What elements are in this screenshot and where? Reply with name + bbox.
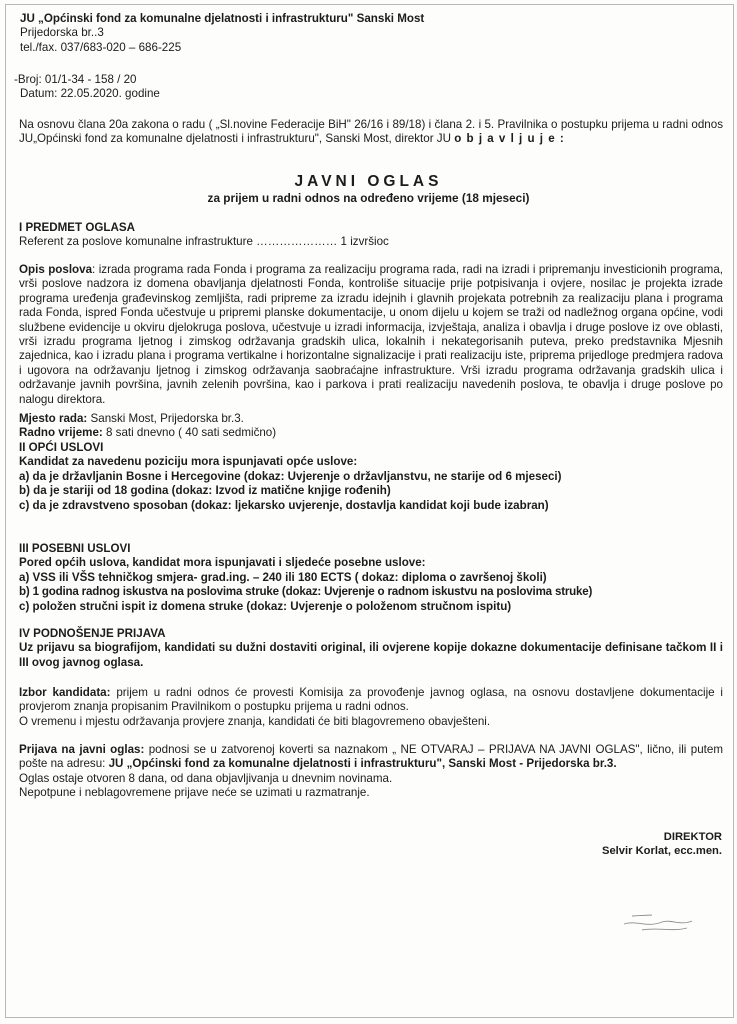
reference-date: Datum: 22.05.2020. godine [20, 87, 160, 101]
selection-text: prijem u radni odnos će provesti Komisija za provođenje javnog oglasa, na osnovu dostavljene dokumentacije i provjerom znanja propisanim Pravilnikom o postupku prijema u radni odnos. [19, 686, 723, 714]
section-general-conditions [19, 441, 723, 513]
job-description-text: : izrada programa rada Fonda i programa za realizaciju programa rada, radi na izradi i pripremanju investicionih programa, vrši poslove nadzora iz domena obavljanja djelatnosti Fonda, kontroliše situacije prije potpisivanja i ovjere, nosilac je projekta izrade programa uređenja građevinskog zemljišta, radi pripreme za izradu idejnih i glavnih projekata potrebnih za realizaciju plana i programa rada Fonda, ispred Fonda učestvuje u pripremi planske dokumentacije, u onom dijelu u kojem se traži od nadležnog organa općine, vodi službene evidencije u okviru djelokruga poslova, učestvuje u izradi informacija, izvještaja, analiza i obavlja i druge poslove iz ove oblasti, vrši izradu programa ljetnog i zimskog održavanja gradskih ulica, lokalnih i nekategorisanih puteva, preko predstavnika Mjesnih zajednica, kao i izradu plana i programa vertikalne i horizontalne signalizacije i prati realizaciju iste, priprema prijedloge predmjera radova i ugovora na održavanju ljetnog i zimskog održavanja saobraćajne infrastrukture. Vrši izradu programa održavanja gradskih ulica i održavanje javnih površina, javnih zelenih površina, kao i parkova i prati realizaciju navedenih poslova, te obavlja i druge poslove po nalogu direktora. [19, 263, 723, 406]
title-main: JAVNI OGLAS [294, 173, 443, 190]
job-description-label: Opis poslova [19, 263, 93, 276]
organization-phone: tel./fax. 037/683-020 – 686-225 [20, 40, 182, 54]
signature-title: DIREKTOR [663, 831, 722, 843]
title-subtitle: za prijem u radni odnos na određeno vrijeme (18 mjeseci) [207, 191, 530, 205]
section-applications [19, 627, 723, 670]
organization-name: JU „Općinski fond za komunalne djelatnosti i infrastrukturu" Sanski Most [20, 12, 425, 25]
work-hours: Radno vrijeme: 8 sati dnevno ( 40 sati sedmično) [19, 426, 277, 440]
announce-word: o b j a v l j u j e : [454, 132, 565, 146]
work-location: Mjesto rada: Sanski Most, Prijedorska br.3. [19, 412, 244, 425]
section-special-conditions [19, 542, 723, 614]
submission-text: podnosi se u zatvorenoj koverti sa naznakom „ NE OTVARAJ – PRIJAVA NA JAVNI OGLAS", lično, ili putem pošte na adresu: [19, 743, 723, 771]
general-condition-item: b) da je stariji od 18 godina (dokaz: Izvod iz matične knjige rođenih) [19, 484, 391, 498]
special-conditions-intro: Pored općih uslova, kandidat mora ispunjavati i sljedeće posebne uslove: [19, 556, 426, 570]
application-submission [19, 743, 723, 801]
section-heading-applications: IV PODNOŠENJE PRIJAVA [19, 627, 166, 640]
organization-address: Prijedorska br..3 [20, 26, 104, 40]
section-heading-subject: I PREDMET OGLASA [19, 221, 135, 234]
intro-paragraph [19, 118, 723, 147]
submission-label: Prijava na javni oglas: [19, 743, 145, 756]
letterhead [20, 12, 424, 55]
document-title [0, 172, 737, 206]
selection-notice: O vremenu i mjestu održavanja provjere znanja, kandidati će biti blagovremeno obavješteni. [19, 714, 491, 728]
submission-note: Nepotpune i neblagovremene prijave neće se uzimati u razmatranje. [19, 786, 370, 800]
general-condition-item: a) da je državljanin Bosne i Hercegovine (dokaz: Uvjerenje o državljanstvu, ne starije od 6 mjeseci) [19, 469, 562, 483]
job-description [19, 263, 723, 407]
signature-name: Selvir Korlat, ecc.men. [601, 845, 722, 857]
general-condition-item: c) da je zdravstveno sposoban (dokaz: ljekarsko uvjerenje, dostavlja kandidat koji bude izabran) [19, 498, 549, 512]
special-condition-item: c) položen stručni ispit iz domena struke (dokaz: Uvjerenje o položenom stručnom ispitu) [19, 599, 512, 613]
candidate-selection [19, 686, 723, 729]
section-subject [19, 221, 723, 250]
applications-text: Uz prijavu sa biografijom, kandidati su dužni dostaviti original, ili ovjerene kopije dokazne dokumentacije definisane tačkom II i III ovog javnog oglasa. [19, 641, 723, 669]
intro-text: Na osnovu člana 20a zakona o radu ( „Sl.novine Federacije BiH" 26/16 i 89/18) i člana 2. i 5. Pravilnika o postupku prijema u radni odnos JU„Općinski fond za komunalne djelatnosti i infrastrukturu", Sanski Most, direktor JU [19, 118, 723, 146]
position-item: Referent za poslove komunalne infrastrukture ………………… 1 izvršioc [19, 235, 389, 249]
reference-block [14, 73, 160, 102]
special-condition-item: b) 1 godina radnog iskustva na poslovima struke (dokaz: Uvjerenje o radnom iskustvu na poslovima struke) [19, 585, 593, 599]
work-details [19, 412, 723, 441]
selection-label: Izbor kandidata: [19, 686, 111, 699]
section-heading-general: II OPĆI USLOVI [19, 441, 104, 454]
general-conditions-intro: Kandidat za navedenu poziciju mora ispunjavati opće uslove: [19, 455, 358, 469]
reference-number: -Broj: 01/1-34 - 158 / 20 [14, 73, 137, 86]
submission-deadline: Oglas ostaje otvoren 8 dana, od dana objavljivanja u dnevnim novinama. [19, 771, 393, 785]
submission-address: JU „Općinski fond za komunalne djelatnosti i infrastrukturu", Sanski Most - Prijedorska br.3. [108, 757, 617, 771]
signature-block [602, 830, 722, 858]
signature-scribble [612, 910, 710, 938]
special-condition-item: a) VSS ili VŠS tehničkog smjera- grad.ing. – 240 ili 180 ECTS ( dokaz: diploma o završenoj školi) [19, 570, 547, 584]
section-heading-special: III POSEBNI USLOVI [19, 542, 131, 555]
